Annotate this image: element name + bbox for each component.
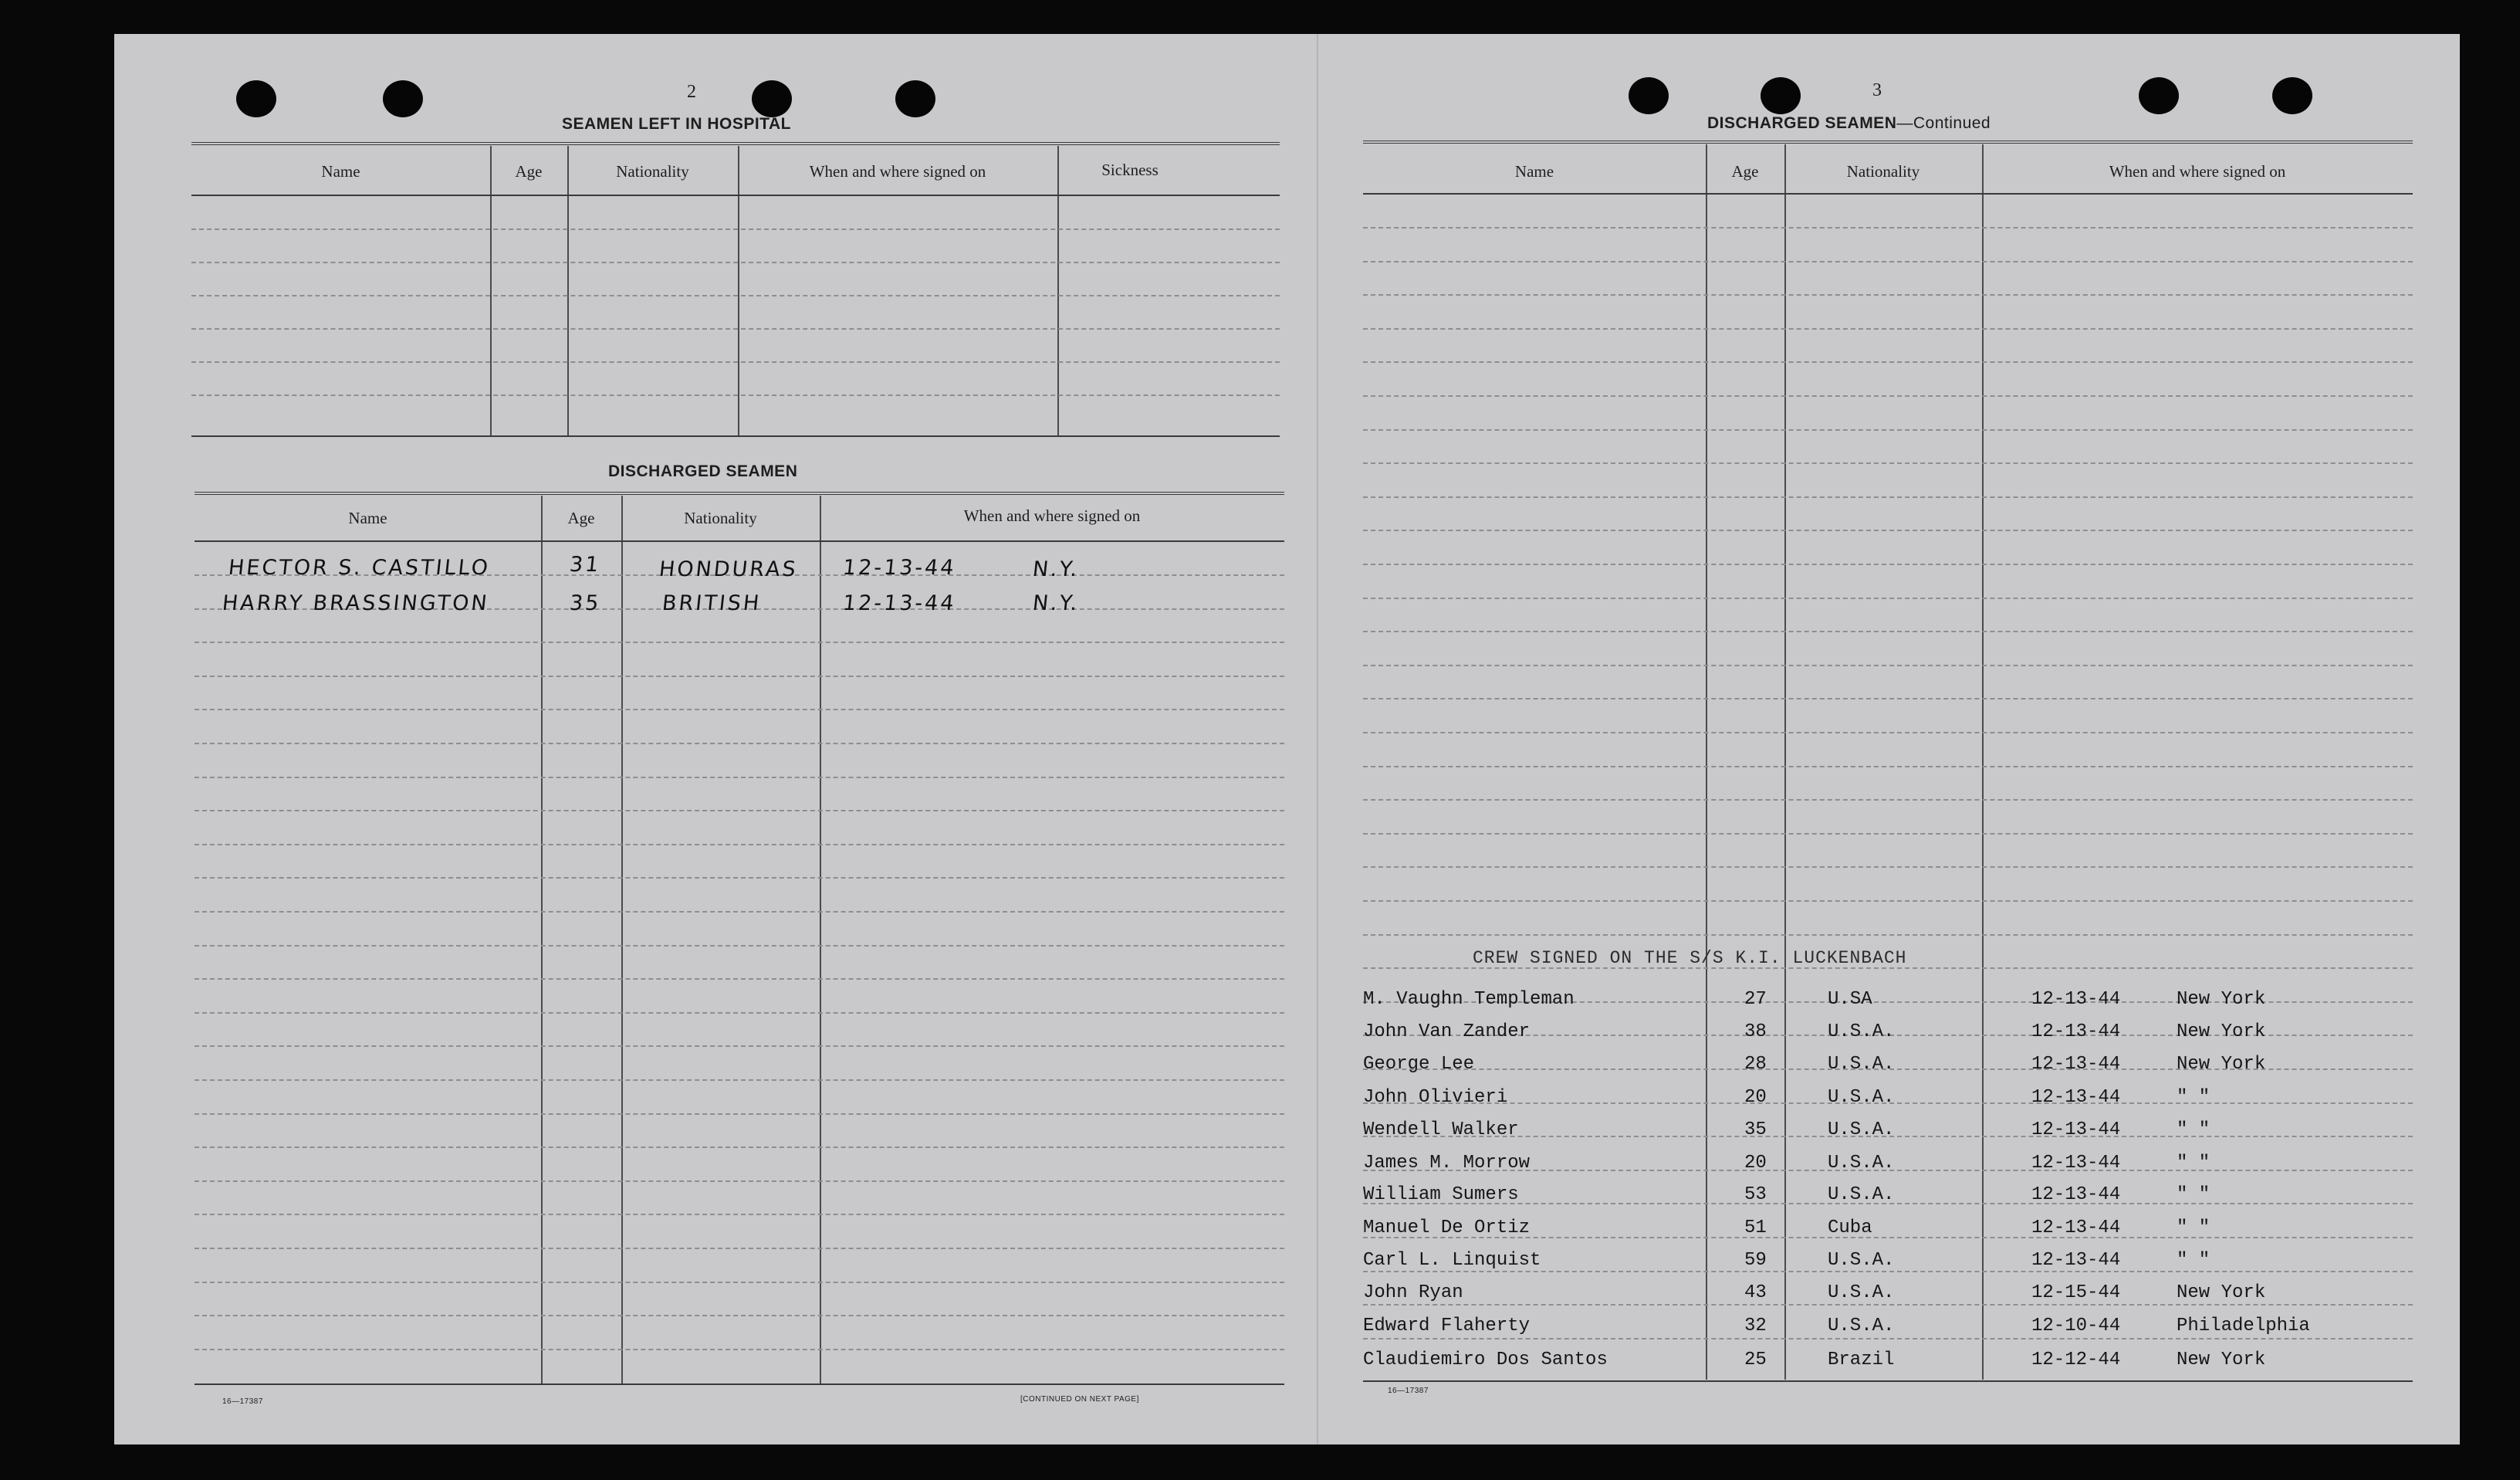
punch-hole	[1629, 77, 1669, 114]
crew-signed-place: " "	[2177, 1119, 2210, 1140]
crew-signed-place: " "	[2177, 1153, 2210, 1174]
discharged-col-name: Name	[348, 509, 387, 527]
ruled-line	[191, 361, 1280, 363]
crew-signed-date: 12-12-44	[2031, 1350, 2121, 1370]
discharged-row-age: 35	[568, 591, 602, 615]
discharged-row-place: N.Y.	[1031, 591, 1081, 615]
hospital-header-rule	[191, 195, 1280, 196]
ruled-line	[191, 229, 1280, 230]
ruled-line	[1363, 1338, 2413, 1339]
ruled-line	[194, 1079, 1284, 1081]
crew-signed-date: 12-13-44	[2031, 1184, 2121, 1205]
ruled-line	[194, 844, 1284, 845]
ruled-line	[1363, 462, 2413, 464]
ruled-line	[1363, 395, 2413, 397]
discharged-bottom-rule	[194, 1383, 1284, 1385]
right-page	[1318, 34, 2460, 1444]
hospital-section-title: SEAMEN LEFT IN HOSPITAL	[562, 115, 791, 133]
crew-age: 59	[1744, 1250, 1767, 1271]
ruled-line	[194, 911, 1284, 913]
crew-age: 28	[1744, 1054, 1767, 1075]
column-divider	[1982, 144, 1984, 1380]
crew-age: 27	[1744, 989, 1767, 1010]
hospital-col-nationality: Nationality	[616, 162, 689, 181]
discharged-row-name: HECTOR S. CASTILLO	[227, 556, 492, 580]
crew-name: M. Vaughn Templeman	[1363, 989, 1575, 1010]
discharged-col-age: Age	[567, 509, 595, 527]
crew-age: 43	[1744, 1282, 1767, 1303]
ruled-line	[194, 1180, 1284, 1182]
ruled-line	[1363, 1304, 2413, 1306]
right-col-signed-on: When and where signed on	[2109, 162, 2286, 181]
column-divider	[490, 146, 492, 435]
crew-signed-place: New York	[2177, 1021, 2266, 1042]
ruled-line	[191, 262, 1280, 263]
crew-name: Carl L. Linquist	[1363, 1250, 1541, 1271]
ruled-line	[194, 1282, 1284, 1283]
crew-signed-date: 12-13-44	[2031, 1218, 2121, 1238]
ruled-line	[1363, 665, 2413, 666]
crew-age: 38	[1744, 1021, 1767, 1042]
ruled-line	[194, 978, 1284, 980]
ruled-line	[194, 1214, 1284, 1215]
punch-hole	[236, 80, 276, 117]
crew-name: John Van Zander	[1363, 1021, 1531, 1042]
crew-nationality: U.S.A.	[1828, 1119, 1895, 1140]
continued-note: [CONTINUED ON NEXT PAGE]	[1020, 1395, 1139, 1404]
ruled-line	[194, 945, 1284, 947]
column-divider	[1057, 146, 1059, 435]
ruled-line	[1363, 227, 2413, 229]
ruled-line	[1363, 934, 2413, 936]
discharged-continued-title	[1707, 114, 1991, 133]
discharged-row-date: 12-13-44	[841, 591, 958, 615]
crew-nationality: U.S.A.	[1828, 1153, 1895, 1174]
hospital-col-age: Age	[515, 162, 543, 181]
ruled-line	[1363, 429, 2413, 431]
crew-nationality: Brazil	[1828, 1350, 1895, 1370]
crew-signed-date: 12-13-44	[2031, 1153, 2121, 1174]
crew-signed-place: New York	[2177, 989, 2266, 1010]
crew-signed-place: New York	[2177, 1282, 2266, 1303]
ruled-line	[1363, 361, 2413, 363]
crew-nationality: U.S.A.	[1828, 1282, 1895, 1303]
title-suffix: —Continued	[1896, 114, 1991, 132]
page-number: 2	[687, 82, 696, 102]
discharged-row-date: 12-13-44	[841, 556, 958, 580]
column-divider	[1706, 144, 1707, 1380]
crew-age: 20	[1744, 1087, 1767, 1108]
crew-signed-place: " "	[2177, 1250, 2210, 1271]
crew-name: Edward Flaherty	[1363, 1316, 1531, 1336]
punch-hole	[2139, 77, 2179, 114]
ruled-line	[194, 1146, 1284, 1148]
crew-name: George Lee	[1363, 1054, 1475, 1075]
discharged-header-rule	[194, 540, 1284, 542]
ruled-line	[1363, 530, 2413, 531]
ruled-line	[194, 676, 1284, 677]
crew-signed-date: 12-13-44	[2031, 989, 2121, 1010]
crew-signed-date: 12-13-44	[2031, 1119, 2121, 1140]
crew-signed-date: 12-13-44	[2031, 1021, 2121, 1042]
ruled-line	[194, 810, 1284, 811]
crew-nationality: U.S.A.	[1828, 1316, 1895, 1336]
crew-age: 32	[1744, 1316, 1767, 1336]
column-divider	[541, 496, 543, 1383]
ruled-line	[194, 743, 1284, 744]
crew-name: Wendell Walker	[1363, 1119, 1519, 1140]
crew-signed-date: 12-13-44	[2031, 1087, 2121, 1108]
title-main: DISCHARGED SEAMEN	[1707, 114, 1897, 132]
discharged-row-name: HARRY BRASSINGTON	[221, 591, 491, 615]
crew-heading: CREW SIGNED ON THE S/S K.I. LUCKENBACH	[1473, 948, 1907, 968]
ruled-line	[194, 1012, 1284, 1014]
hospital-bottom-rule	[191, 435, 1280, 437]
ruled-line	[1363, 564, 2413, 565]
discharged-row-nationality: HONDURAS	[658, 557, 800, 581]
crew-name: Claudiemiro Dos Santos	[1363, 1350, 1608, 1370]
right-col-nationality: Nationality	[1846, 162, 1920, 181]
crew-age: 51	[1744, 1218, 1767, 1238]
column-divider	[820, 496, 821, 1383]
crew-signed-place: New York	[2177, 1054, 2266, 1075]
crew-signed-place: " "	[2177, 1218, 2210, 1238]
ruled-line	[1363, 900, 2413, 902]
ruled-line	[1363, 631, 2413, 632]
right-header-rule	[1363, 193, 2413, 195]
ruled-line	[191, 295, 1280, 296]
right-top-rule	[1363, 141, 2413, 144]
ruled-line	[1363, 261, 2413, 262]
crew-nationality: Cuba	[1828, 1218, 1872, 1238]
hospital-col-signed-on: When and where signed on	[809, 162, 986, 181]
hospital-top-rule	[191, 142, 1280, 145]
ruled-line	[1363, 766, 2413, 767]
ruled-line	[194, 1113, 1284, 1115]
crew-signed-date: 12-15-44	[2031, 1282, 2121, 1303]
right-col-name: Name	[1514, 162, 1554, 181]
ruled-line	[1363, 496, 2413, 498]
crew-nationality: U.S.A.	[1828, 1184, 1895, 1205]
punch-hole	[383, 80, 423, 117]
crew-nationality: U.S.A.	[1828, 1054, 1895, 1075]
punch-hole	[895, 80, 935, 117]
discharged-col-nationality: Nationality	[684, 509, 757, 527]
crew-name: James M. Morrow	[1363, 1153, 1531, 1174]
crew-age: 20	[1744, 1153, 1767, 1174]
ruled-line	[194, 709, 1284, 710]
form-number: 16—17387	[1388, 1387, 1429, 1395]
crew-age: 53	[1744, 1184, 1767, 1205]
hospital-col-sickness: Sickness	[1101, 161, 1159, 179]
column-divider	[621, 496, 623, 1383]
crew-signed-place: Philadelphia	[2177, 1316, 2310, 1336]
discharged-section-title: DISCHARGED SEAMEN	[608, 462, 798, 480]
ruled-line	[194, 1349, 1284, 1350]
crew-nationality: U.S.A.	[1828, 1021, 1895, 1042]
crew-name: John Olivieri	[1363, 1087, 1508, 1108]
punch-hole	[2272, 77, 2312, 114]
crew-nationality: U.S.A.	[1828, 1250, 1895, 1271]
ruled-line	[194, 642, 1284, 643]
ruled-line	[1363, 799, 2413, 801]
crew-signed-date: 12-13-44	[2031, 1250, 2121, 1271]
left-page	[114, 34, 1318, 1444]
crew-signed-place: New York	[2177, 1350, 2266, 1370]
discharged-row-place: N.Y.	[1031, 557, 1081, 581]
punch-hole	[1761, 77, 1801, 114]
right-bottom-rule	[1363, 1380, 2413, 1382]
punch-hole	[752, 80, 792, 117]
ruled-line	[1363, 294, 2413, 296]
crew-age: 25	[1744, 1350, 1767, 1370]
ruled-line	[1363, 598, 2413, 599]
discharged-col-signed-on: When and where signed on	[963, 506, 1141, 525]
column-divider	[738, 146, 739, 435]
ruled-line	[1363, 833, 2413, 835]
ruled-line	[194, 877, 1284, 879]
form-number: 16—17387	[222, 1397, 263, 1406]
ruled-line	[191, 395, 1280, 396]
crew-signed-date: 12-10-44	[2031, 1316, 2121, 1336]
ruled-line	[1363, 866, 2413, 868]
ruled-line	[194, 1045, 1284, 1047]
discharged-row-age: 31	[568, 553, 602, 577]
crew-signed-place: " "	[2177, 1184, 2210, 1205]
crew-age: 35	[1744, 1119, 1767, 1140]
crew-name: John Ryan	[1363, 1282, 1463, 1303]
column-divider	[1784, 144, 1786, 1380]
ruled-line	[1363, 328, 2413, 330]
crew-name: Manuel De Ortiz	[1363, 1218, 1531, 1238]
hospital-col-name: Name	[321, 162, 360, 181]
crew-signed-place: " "	[2177, 1087, 2210, 1108]
crew-nationality: U.S.A.	[1828, 1087, 1895, 1108]
ruled-line	[191, 328, 1280, 330]
right-col-age: Age	[1731, 162, 1759, 181]
ruled-line	[194, 1315, 1284, 1316]
discharged-row-nationality: BRITISH	[661, 591, 763, 615]
column-divider	[567, 146, 569, 435]
discharged-top-rule	[194, 492, 1284, 495]
crew-signed-date: 12-13-44	[2031, 1054, 2121, 1075]
page-number: 3	[1872, 80, 1882, 100]
crew-nationality: U.SA	[1828, 989, 1872, 1010]
ruled-line	[194, 777, 1284, 778]
ruled-line	[1363, 732, 2413, 733]
crew-name: William Sumers	[1363, 1184, 1519, 1205]
ruled-line	[194, 1248, 1284, 1249]
ruled-line	[1363, 698, 2413, 699]
